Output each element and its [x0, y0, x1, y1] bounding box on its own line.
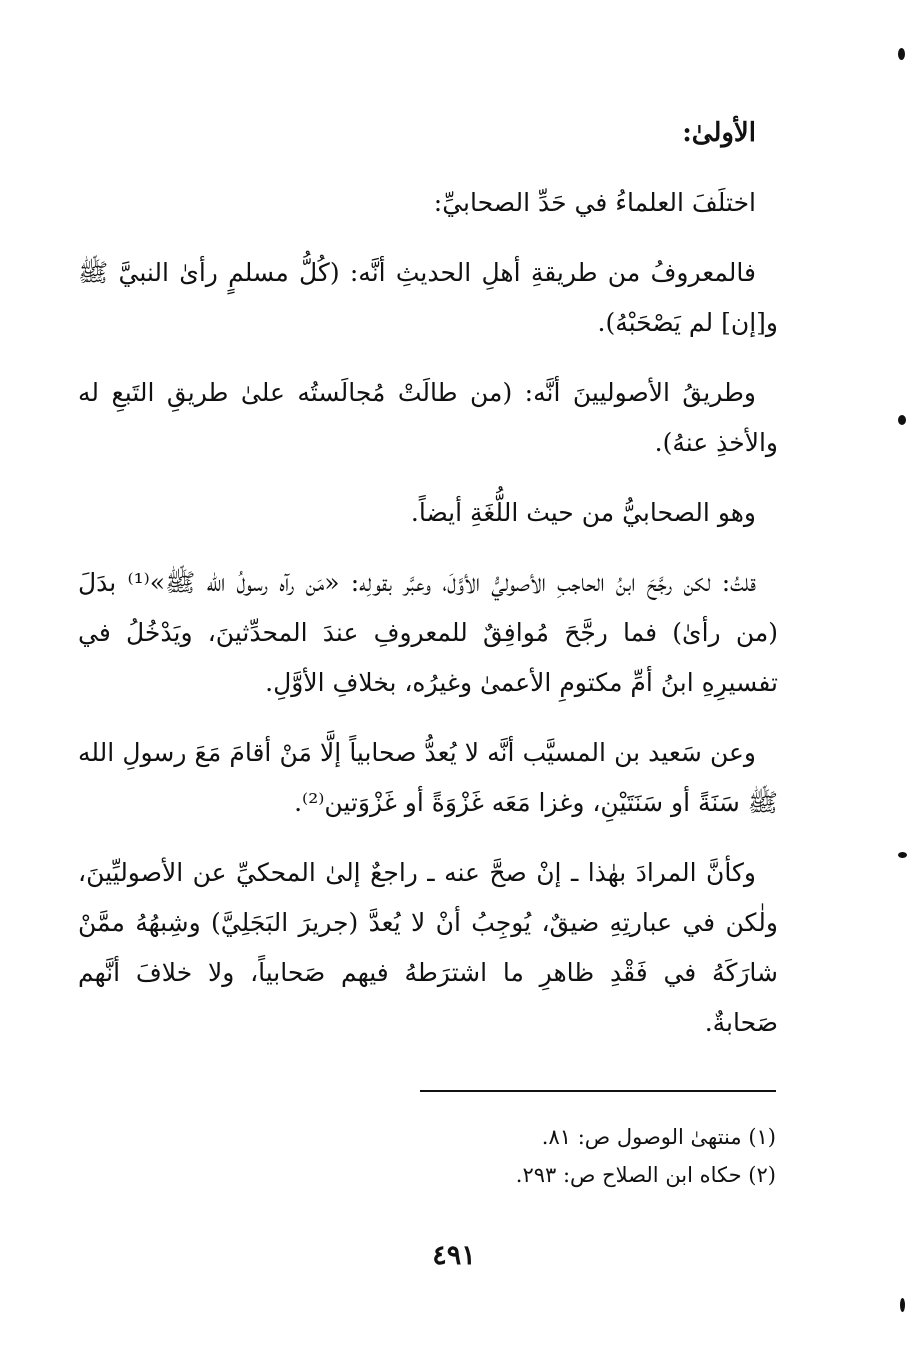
- scan-mark: [898, 852, 907, 858]
- main-text: [78, 108, 778, 1068]
- paragraph-definition-intro: اختلَفَ العلماءُ في حَدِّ الصحابيِّ:: [433, 188, 756, 217]
- page-number: ٤٩١: [432, 1240, 476, 1271]
- section-heading: الأولىٰ:: [682, 118, 756, 148]
- paragraph-ibn-hajib: قلتُ: لكن رجَّحَ ابنُ الحاجبِ الأصوليُّ الأوَّلَ، وعبَّر بقولِه: «مَن رآه رسولُ الله ﷺ»⁽¹⁾ بدَلَ (من رأىٰ) فما رجَّحَ مُوافِقٌ للمعروفِ عندَ المحدِّثينَ، ويَدْخُلُ في تفسيرِهِ ابنُ أمِّ مكتومِ الأعمىٰ وغيرُه، بخلافِ الأوَّلِ.: [78, 568, 778, 697]
- scan-mark: [898, 48, 905, 60]
- footnote-2: (٢) حكاه ابن الصلاح ص: ٢٩٣.: [515, 1163, 776, 1187]
- footnotes: [420, 1118, 776, 1194]
- paragraph-said-ibn-musayyib: وعن سَعيد بن المسيَّب أنَّه لا يُعدُّ صحابياً إلَّا مَنْ أقامَ مَعَ رسولِ الله ﷺ سَنَةً أو سَنَتَيْنِ، وغزا مَعَه غَزْوَةً أو غَزْوَتين⁽²⁾.: [78, 738, 778, 817]
- scan-mark: [898, 415, 906, 425]
- paragraph-linguistic: وهو الصحابيُّ من حيث اللُّغَةِ أيضاً.: [410, 498, 756, 527]
- footnote-separator: [420, 1090, 776, 1092]
- paragraph-hadith-scholars: فالمعروفُ من طريقةِ أهلِ الحديثِ أنَّه: (كُلُّ مسلمٍ رأىٰ النبيَّ ﷺ و[إن] لم يَصْحَبْهُ).: [78, 258, 778, 337]
- scan-mark: [900, 1298, 905, 1312]
- footnote-1: (١) منتهىٰ الوصول ص: ٨١.: [541, 1125, 776, 1149]
- paragraph-usuliyyin: وطريقُ الأصوليينَ أنَّه: (من طالَتْ مُجالَستُه علىٰ طريقِ التَبعِ له والأخذِ عنهُ).: [78, 378, 778, 457]
- paragraph-intended-meaning: وكأنَّ المرادَ بهٰذا ـ إنْ صحَّ عنه ـ راجعٌ إلىٰ المحكيِّ عن الأصوليِّينَ، ولٰكن في عبارتِهِ ضيقٌ، يُوجِبُ أنْ لا يُعدَّ (جريرَ البَجَلِيَّ) وشِبهُهُ ممَّنْ شارَكَهُ في فَقْدِ ظاهرِ ما اشترَطهُ فيهم صَحابياً، ولا خلافَ أنَّهم صَحابةٌ.: [78, 858, 778, 1037]
